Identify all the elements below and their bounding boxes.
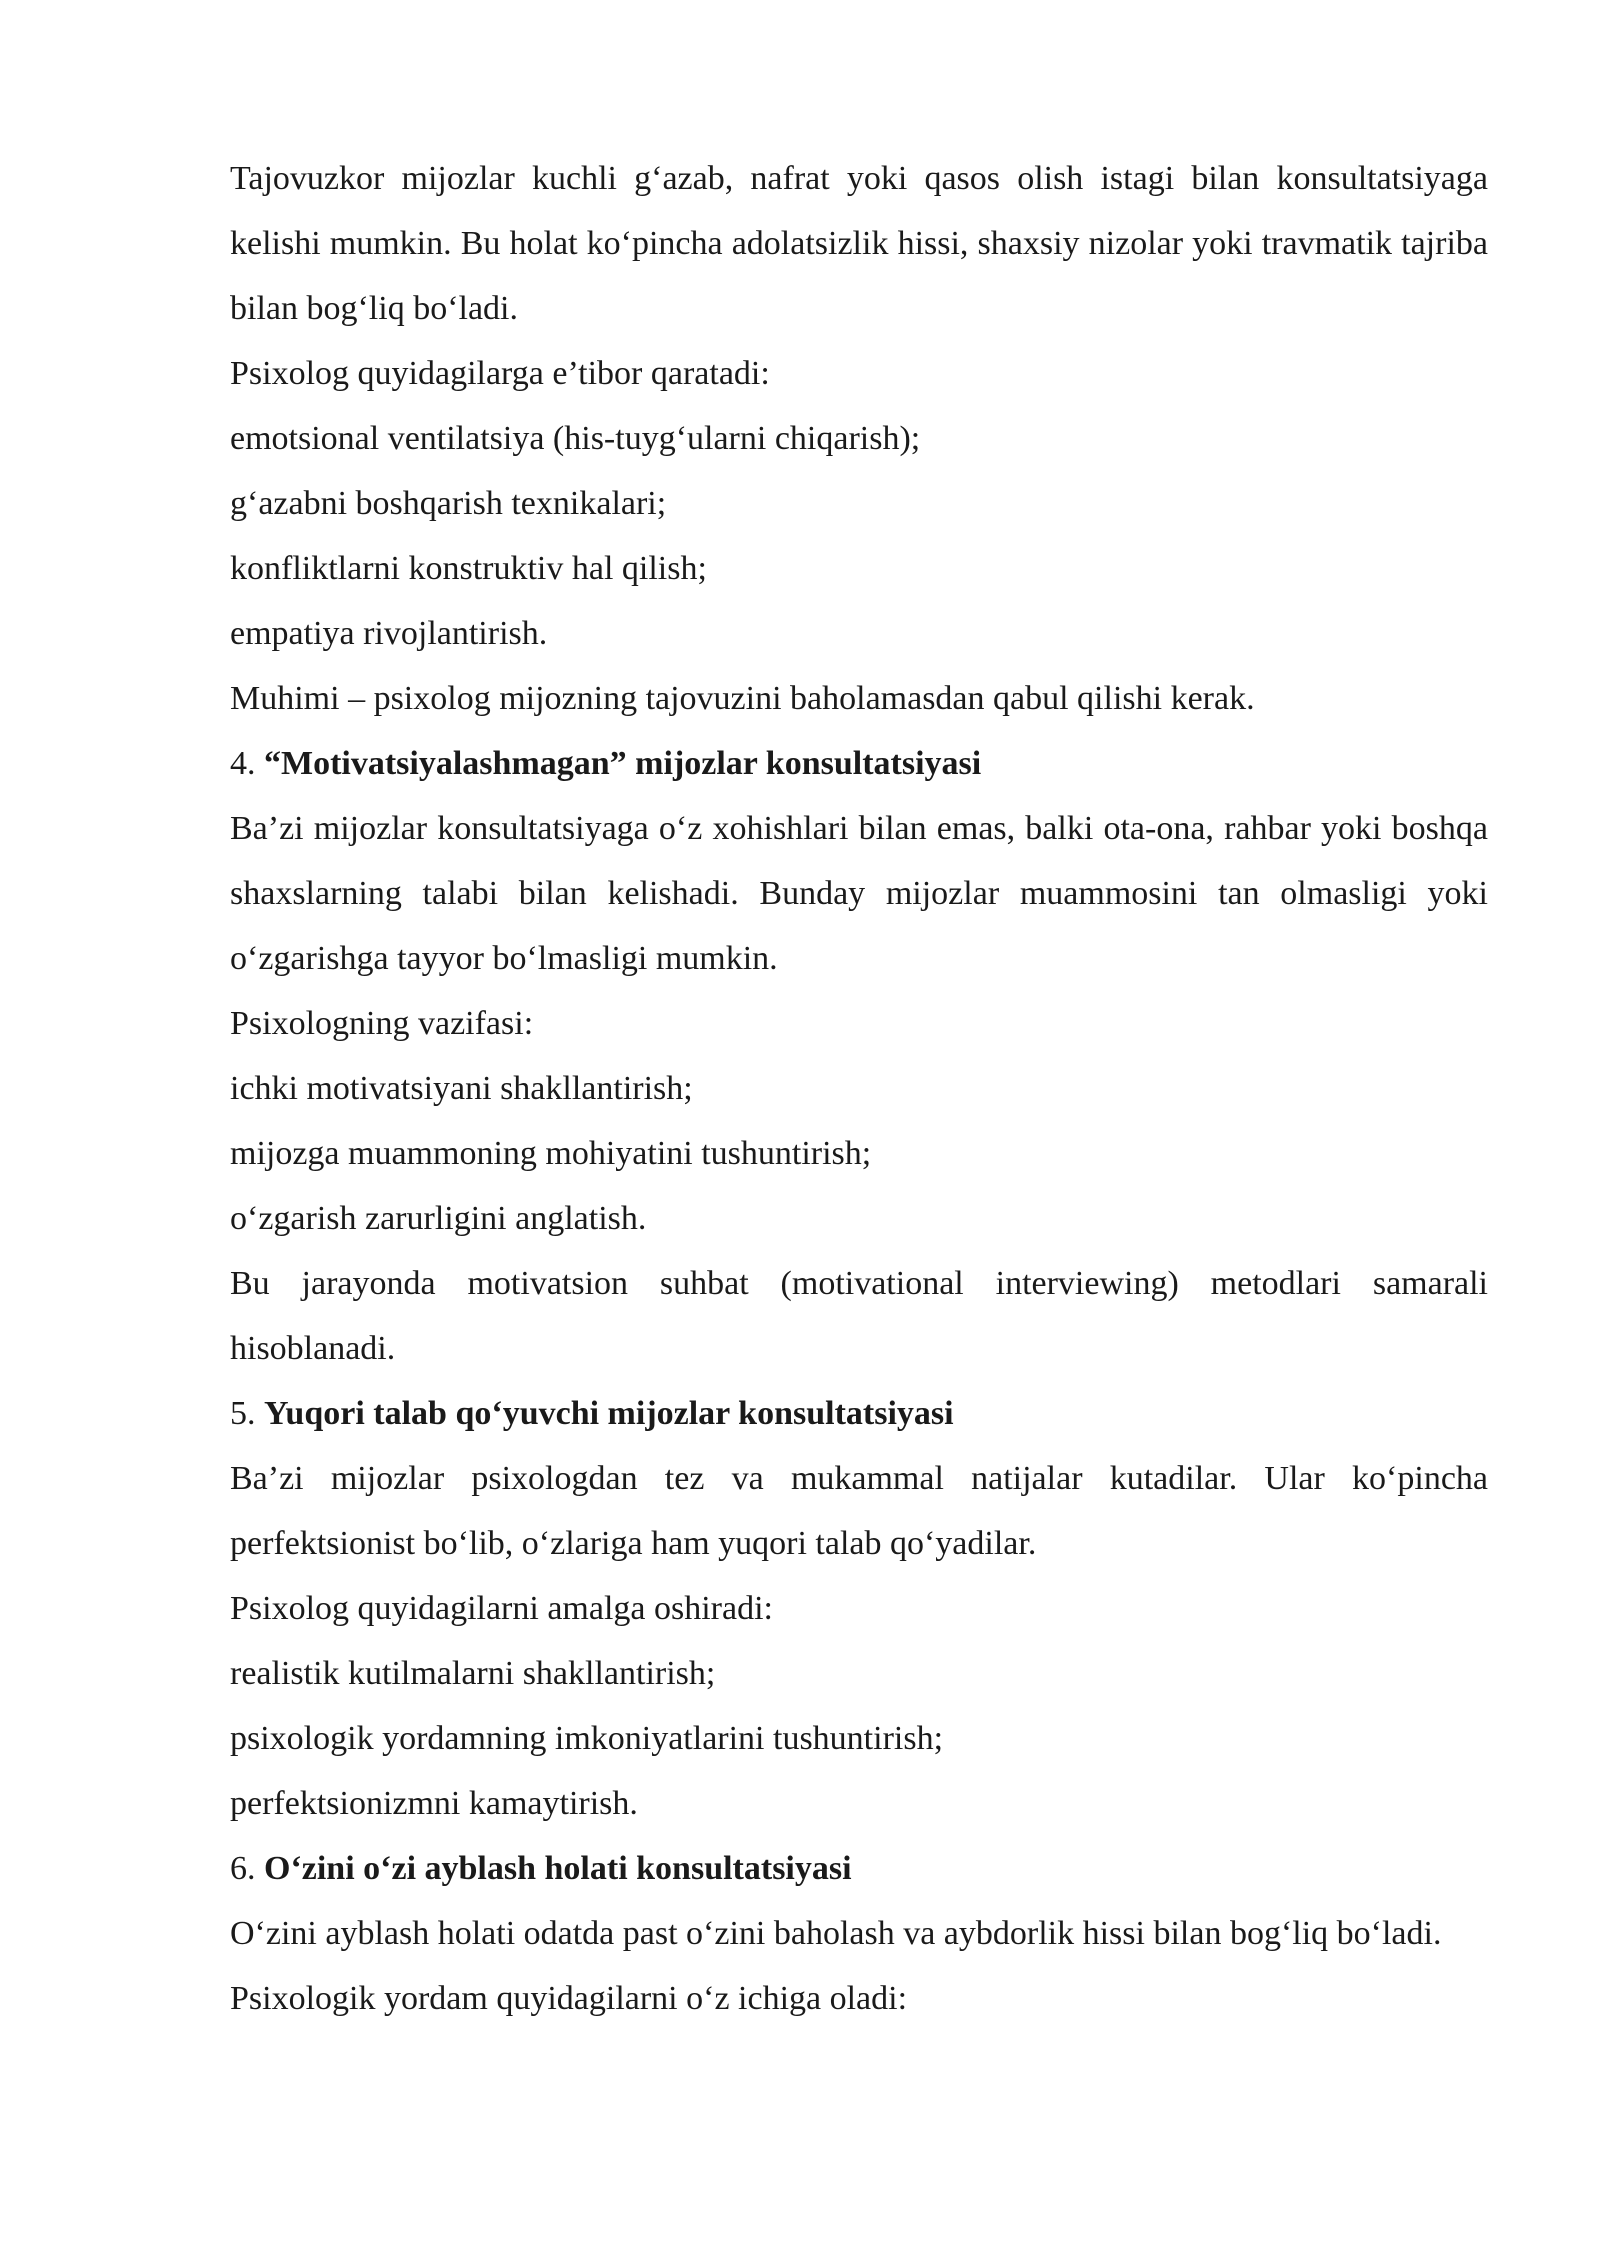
list-item: perfektsionizmni kamaytirish. bbox=[230, 1785, 638, 1822]
paragraph-psychologist-focus: Psixolog quyidagilarga e’tibor qaratadi: bbox=[230, 355, 770, 392]
section-heading-6 bbox=[230, 1836, 1488, 1901]
paragraph-psychologist-task: Psixologning vazifasi: bbox=[230, 1005, 534, 1042]
list-item: psixologik yordamning imkoniyatlarini tushuntirish; bbox=[230, 1720, 944, 1757]
list-item: g‘azabni boshqarish texnikalari; bbox=[230, 485, 667, 522]
paragraph-unmotivated-clients: Ba’zi mijozlar konsultatsiyaga o‘z xohishlari bilan emas, balki ota-ona, rahbar yoki boshqa shaxslarning talabi bilan kelishadi. Bunday mijozlar muammosini tan olmasligi yoki o‘zgarishga tayyor bo‘lmasligi mumkin. bbox=[230, 810, 1488, 977]
paragraph-psychological-help: Psixologik yordam quyidagilarni o‘z ichiga oladi: bbox=[230, 1980, 908, 2017]
list-item: mijozga muammoning mohiyatini tushuntirish; bbox=[230, 1135, 872, 1172]
list-item: realistik kutilmalarni shakllantirish; bbox=[230, 1655, 716, 1692]
paragraph-aggressive-clients: Tajovuzkor mijozlar kuchli g‘azab, nafrat yoki qasos olish istagi bilan konsultatsiyaga kelishi mumkin. Bu holat ko‘pincha adolatsizlik hissi, shaxsiy nizolar yoki travmatik tajriba bilan bog‘liq bo‘ladi. bbox=[230, 160, 1488, 327]
list-item: ichki motivatsiyani shakllantirish; bbox=[230, 1070, 693, 1107]
list-item: empatiya rivojlantirish. bbox=[230, 615, 548, 652]
section-title: “Motivatsiyalashmagan” mijozlar konsultatsiyasi bbox=[264, 745, 982, 782]
section-heading-4 bbox=[230, 731, 1488, 796]
document-page bbox=[230, 146, 1488, 2031]
paragraph-psychologist-actions: Psixolog quyidagilarni amalga oshiradi: bbox=[230, 1590, 773, 1627]
paragraph-self-blame: O‘zini ayblash holati odatda past o‘zini baholash va aybdorlik hissi bilan bog‘liq bo‘ladi. bbox=[230, 1915, 1442, 1952]
section-title: Yuqori talab qo‘yuvchi mijozlar konsultatsiyasi bbox=[264, 1395, 954, 1432]
paragraph-motivational-interviewing: Bu jarayonda motivatsion suhbat (motivational interviewing) metodlari samarali hisoblanadi. bbox=[230, 1265, 1488, 1367]
list-item: konfliktlarni konstruktiv hal qilish; bbox=[230, 550, 707, 587]
list-item: emotsional ventilatsiya (his-tuyg‘ularni chiqarish); bbox=[230, 420, 921, 457]
paragraph-demanding-clients: Ba’zi mijozlar psixologdan tez va mukammal natijalar kutadilar. Ular ko‘pincha perfektsionist bo‘lib, o‘zlariga ham yuqori talab qo‘yadilar. bbox=[230, 1460, 1488, 1562]
paragraph-important-note: Muhimi – psixolog mijozning tajovuzini baholamasdan qabul qilishi kerak. bbox=[230, 680, 1255, 717]
section-number: 6. bbox=[230, 1850, 264, 1887]
section-heading-5 bbox=[230, 1381, 1488, 1446]
section-title: O‘zini o‘zi ayblash holati konsultatsiyasi bbox=[264, 1850, 852, 1887]
list-item: o‘zgarish zarurligini anglatish. bbox=[230, 1200, 647, 1237]
section-number: 5. bbox=[230, 1395, 264, 1432]
section-number: 4. bbox=[230, 745, 264, 782]
